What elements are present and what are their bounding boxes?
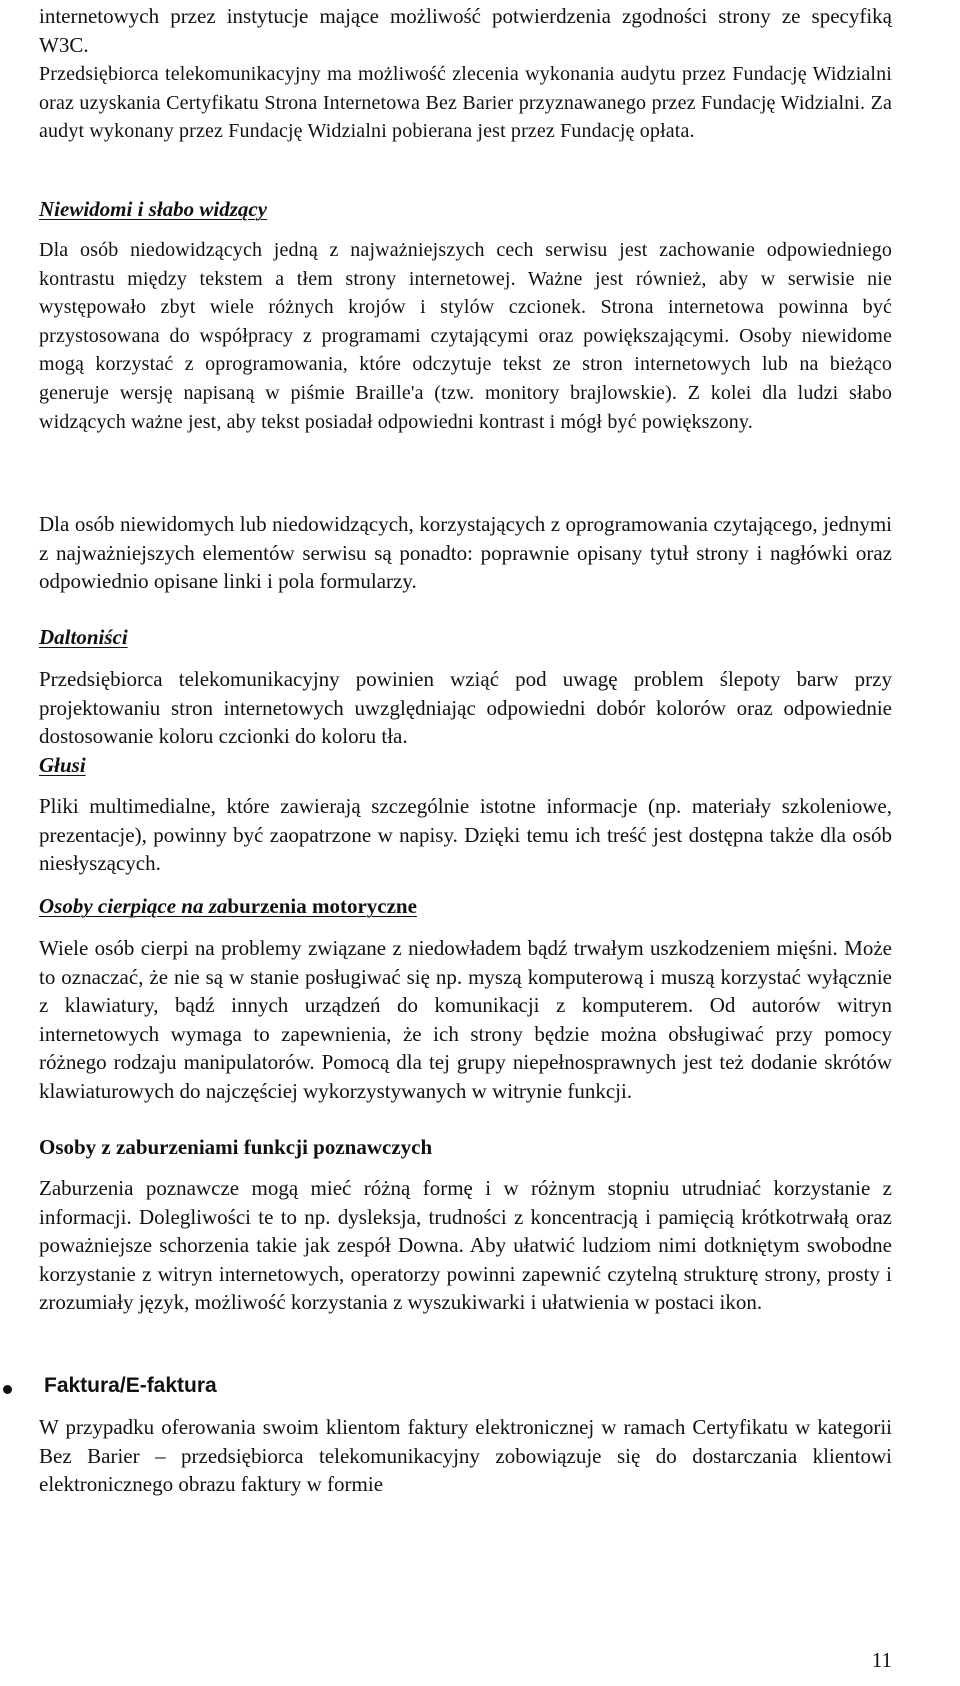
page-number: 11 [871, 1648, 892, 1672]
paragraph-colorblind: Przedsiębiorca telekomunikacyjny powinien wziąć pod uwagę problem ślepoty barw przy projektowaniu stron internetowych uwzględniając odpowiedni dobór kolorów oraz odpowiednie dostosowanie koloru czcionki do koloru tła. [39, 667, 892, 749]
heading-motor [39, 892, 417, 920]
bullet-icon [3, 1385, 12, 1394]
paragraph-screen-readers: Dla osób niewidomych lub niedowidzących, korzystających z oprogramowania czytającego, jednymi z najważniejszych elementów serwisu są ponadto: poprawnie opisany tytuł strony i nagłówki oraz odpowiednio opisane linki i pola formularzy. [39, 512, 892, 594]
heading-colorblind: Daltoniści [39, 625, 128, 649]
heading-deaf: Głusi [39, 753, 86, 777]
paragraph-audit: Przedsiębiorca telekomunikacyjny ma możliwość zlecenia wykonania audytu przez Fundację Widzialni oraz uzyskania Certyfikatu Strona Internetowa Bez Barier przyznawanego przez Fundację Widzialni. Za audyt wykonany przez Fundację Widzialni pobierana jest przez Fundację opłata. [39, 63, 892, 143]
paragraph-invoice: W przypadku oferowania swoim klientom faktury elektronicznej w ramach Certyfikatu w kategorii Bez Barier – przedsiębiorca telekomunikacyjny zobowiązuje się do dostarczania klientowi elektronicznego obrazu faktury w formie [39, 1415, 892, 1497]
paragraph-motor: Wiele osób cierpi na problemy związane z niedowładem bądź trwałym uszkodzeniem mięśni. Może to oznaczać, że nie są w stanie posługiwać się np. myszą komputerową i muszą korzystać wyłącznie z klawiatury, bądź innych urządzeń do komunikacji z komputerem. Od autorów witryn internetowych wymaga to zapewnienia, że ich strony będzie można obsługiwać przy pomocy różnego rodzaju manipulatorów. Pomocą dla tej grupy niepełnosprawnych jest też dodanie skrótów klawiaturowych do najczęściej wykorzystywanych w witrynie funkcji. [39, 936, 892, 1103]
heading-cognitive: Osoby z zaburzeniami funkcji poznawczych [39, 1135, 433, 1159]
paragraph-w3c: internetowych przez instytucje mające możliwość potwierdzenia zgodności strony ze specyfiką W3C. [39, 4, 892, 57]
heading-motor-italic: Osoby cierpiące na za [39, 894, 228, 918]
heading-blind: Niewidomi i słabo widzący [39, 197, 268, 221]
heading-motor-rest: burzenia motoryczne [227, 894, 417, 918]
paragraph-low-vision: Dla osób niedowidzących jedną z najważniejszych cech serwisu jest zachowanie odpowiedniego kontrastu między tekstem a tłem strony internetowej. Ważne jest również, aby w serwisie nie występowało zbyt wiele różnych krojów i stylów czcionek. Strona internetowa powinna być przystosowana do współpracy z programami czytającymi oraz powiększającymi. Osoby niewidome mogą korzystać z oprogramowania, które odczytuje tekst ze stron internetowych lub na bieżąco generuje wersję napisaną w piśmie Braille'a (tzw. monitory brajlowskie). Z kolei dla ludzi słabo widzących ważne jest, aby tekst posiadał odpowiedni kontrast i mógł być powiększony. [39, 239, 892, 433]
heading-invoice: Faktura/E-faktura [44, 1374, 217, 1397]
paragraph-deaf: Pliki multimedialne, które zawierają szczególnie istotne informacje (np. materiały szkoleniowe, prezentacje), powinny być zaopatrzone w napisy. Dzięki temu ich treść jest dostępna także dla osób niesłyszących. [39, 794, 892, 876]
paragraph-cognitive: Zaburzenia poznawcze mogą mieć różną formę i w różnym stopniu utrudniać korzystanie z informacji. Dolegliwości te to np. dysleksja, trudności z koncentracją i pamięcią krótkotrwałą oraz poważniejsze schorzenia takie jak zespół Downa. Aby ułatwić ludziom nimi dotkniętym swobodne korzystanie z witryn internetowych, operatorzy powinni zapewnić czytelną strukturę strony, prosty i zrozumiały język, możliwość korzystania z wyszukiwarki i ułatwienia w postaci ikon. [39, 1176, 892, 1315]
